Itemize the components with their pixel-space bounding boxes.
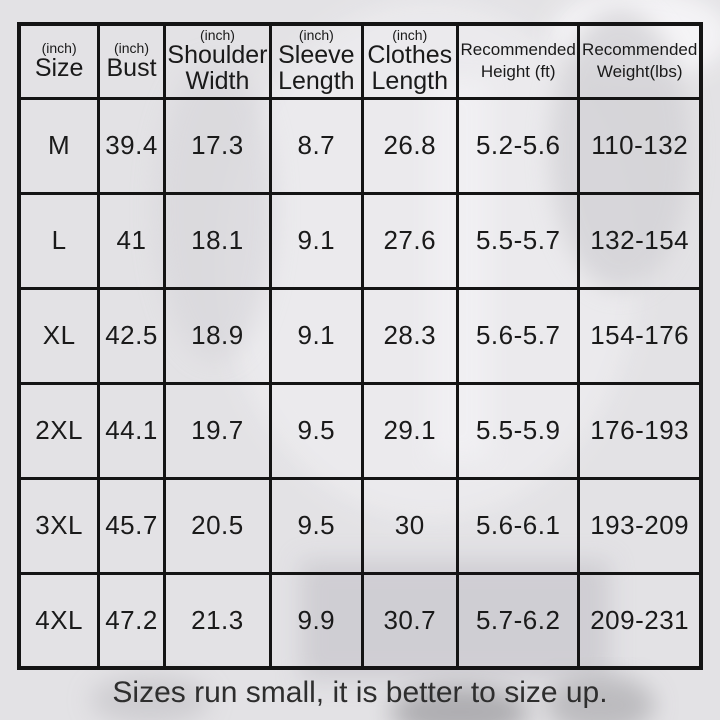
header-clothes-length xyxy=(362,24,457,98)
cell-recommended-weight: 193-209 xyxy=(579,478,701,573)
cell-recommended-weight: 209-231 xyxy=(579,573,701,668)
header-recommended-height xyxy=(457,24,578,98)
cell-shoulder-width: 18.1 xyxy=(164,193,270,288)
cell-clothes-length: 30.7 xyxy=(362,573,457,668)
header-shoulder-width xyxy=(164,24,270,98)
cell-shoulder-width: 21.3 xyxy=(164,573,270,668)
header-bust-label: Bust xyxy=(106,53,157,82)
table-row-xl xyxy=(19,288,701,383)
cell-recommended-weight: 110-132 xyxy=(579,98,701,193)
header-rec-height-label-2: Height (ft) xyxy=(480,62,556,82)
cell-size: XL xyxy=(19,288,99,383)
cell-bust: 45.7 xyxy=(99,478,164,573)
cell-shoulder-width: 17.3 xyxy=(164,98,270,193)
cell-sleeve-length: 9.9 xyxy=(271,573,362,668)
cell-size: 3XL xyxy=(19,478,99,573)
header-rec-height-label-1: Recommended xyxy=(460,40,576,60)
cell-bust: 47.2 xyxy=(99,573,164,668)
cell-recommended-height: 5.5-5.7 xyxy=(457,193,578,288)
cell-size: M xyxy=(19,98,99,193)
table-row-3xl xyxy=(19,478,701,573)
header-rec-weight-label-2: Weight(lbs) xyxy=(596,62,683,82)
size-chart-table xyxy=(17,22,703,670)
header-clothes-label-2: Length xyxy=(371,66,448,95)
cell-recommended-height: 5.6-5.7 xyxy=(457,288,578,383)
cell-recommended-height: 5.5-5.9 xyxy=(457,383,578,478)
cell-bust: 39.4 xyxy=(99,98,164,193)
cell-clothes-length: 29.1 xyxy=(362,383,457,478)
header-size-label: Size xyxy=(34,53,84,82)
header-sleeve-length xyxy=(271,24,362,98)
cell-size: L xyxy=(19,193,99,288)
table-row-m xyxy=(19,98,701,193)
cell-shoulder-width: 20.5 xyxy=(164,478,270,573)
table-row-4xl xyxy=(19,573,701,668)
header-clothes-label-1: Clothes xyxy=(367,40,453,69)
header-size xyxy=(19,24,99,98)
cell-clothes-length: 27.6 xyxy=(362,193,457,288)
cell-sleeve-length: 9.5 xyxy=(271,478,362,573)
cell-recommended-weight: 176-193 xyxy=(579,383,701,478)
size-note: Sizes run small, it is better to size up. xyxy=(112,676,608,709)
header-recommended-weight xyxy=(579,24,701,98)
header-shoulder-label-1: Shoulder xyxy=(167,40,268,69)
table-row-2xl xyxy=(19,383,701,478)
cell-recommended-height: 5.6-6.1 xyxy=(457,478,578,573)
header-sleeve-unit: (inch) xyxy=(298,26,334,43)
header-clothes-unit: (inch) xyxy=(392,26,428,43)
cell-clothes-length: 26.8 xyxy=(362,98,457,193)
cell-size: 4XL xyxy=(19,573,99,668)
cell-shoulder-width: 19.7 xyxy=(164,383,270,478)
cell-recommended-weight: 132-154 xyxy=(579,193,701,288)
header-bust xyxy=(99,24,164,98)
header-sleeve-label-2: Length xyxy=(278,66,355,95)
cell-shoulder-width: 18.9 xyxy=(164,288,270,383)
cell-bust: 42.5 xyxy=(99,288,164,383)
cell-recommended-height: 5.7-6.2 xyxy=(457,573,578,668)
cell-recommended-height: 5.2-5.6 xyxy=(457,98,578,193)
cell-sleeve-length: 9.1 xyxy=(271,193,362,288)
cell-sleeve-length: 8.7 xyxy=(271,98,362,193)
cell-clothes-length: 28.3 xyxy=(362,288,457,383)
cell-sleeve-length: 9.5 xyxy=(271,383,362,478)
cell-clothes-length: 30 xyxy=(362,478,457,573)
header-shoulder-label-2: Width xyxy=(185,66,250,95)
header-bust-unit: (inch) xyxy=(114,39,150,56)
table-row-l xyxy=(19,193,701,288)
cell-size: 2XL xyxy=(19,383,99,478)
header-row xyxy=(19,24,701,98)
header-rec-weight-label-1: Recommended xyxy=(582,40,698,60)
header-size-unit: (inch) xyxy=(41,39,77,56)
cell-recommended-weight: 154-176 xyxy=(579,288,701,383)
cell-sleeve-length: 9.1 xyxy=(271,288,362,383)
header-shoulder-unit: (inch) xyxy=(199,26,235,43)
header-sleeve-label-1: Sleeve xyxy=(278,40,355,69)
cell-bust: 44.1 xyxy=(99,383,164,478)
cell-bust: 41 xyxy=(99,193,164,288)
